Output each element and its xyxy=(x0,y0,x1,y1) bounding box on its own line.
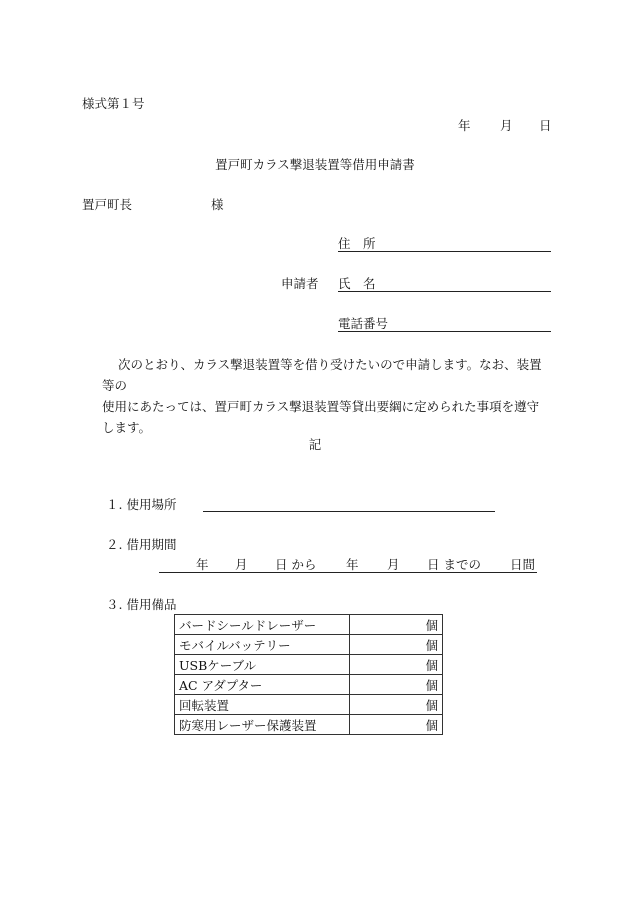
date-year-label: 年 xyxy=(458,118,471,133)
section-equipment-label: ３. 借用備品 xyxy=(106,597,177,612)
equipment-name: 防寒用レーザー保護装置 xyxy=(175,715,350,735)
equipment-quantity-cell[interactable]: 個 xyxy=(350,675,443,695)
equipment-quantity-cell[interactable]: 個 xyxy=(350,615,443,635)
period-from-month: 月 xyxy=(235,557,248,572)
body-line-3: します。 xyxy=(102,420,152,435)
equipment-name: USBケーブル xyxy=(175,655,350,675)
period-to-day: 日 までの xyxy=(427,557,481,572)
document-title: 置戸町カラス撃退装置等借用申請書 xyxy=(215,157,415,172)
equipment-name: 回転装置 xyxy=(175,695,350,715)
table-row xyxy=(175,675,443,695)
phone-underline xyxy=(338,331,551,332)
section-place-label: １. 使用場所 xyxy=(106,497,177,512)
place-underline xyxy=(203,511,495,512)
body-line-2: 使用にあたっては、置戸町カラス撃退装置等貸出要綱に定められた事項を遵守 xyxy=(102,399,540,414)
table-row xyxy=(175,655,443,675)
ki-heading: 記 xyxy=(308,437,322,452)
equipment-quantity-cell[interactable]: 個 xyxy=(350,635,443,655)
date-day-label: 日 xyxy=(539,118,552,133)
date-month-label: 月 xyxy=(500,118,513,133)
form-number: 様式第１号 xyxy=(82,96,145,111)
applicant-label: 申請者 xyxy=(281,276,319,291)
phone-label: 電話番号 xyxy=(338,316,389,331)
period-to-month: 月 xyxy=(387,557,400,572)
period-to-year: 年 xyxy=(346,557,359,572)
table-row xyxy=(175,715,443,735)
equipment-table xyxy=(174,614,443,735)
body-line-1: 次のとおり、カラス撃退装置等を借り受けたいので申請します。なお、装置等の xyxy=(102,357,542,393)
period-underline xyxy=(159,572,537,573)
equipment-name: AC アダプター xyxy=(175,675,350,695)
period-days: 日間 xyxy=(510,557,536,572)
address-label: 住 所 xyxy=(338,236,376,251)
addressee-name: 置戸町長 xyxy=(82,197,133,212)
equipment-name: バードシールドレーザー xyxy=(175,615,350,635)
addressee-honorific: 様 xyxy=(211,197,224,212)
table-row xyxy=(175,695,443,715)
period-from-day: 日 から xyxy=(275,557,317,572)
name-underline xyxy=(338,291,551,292)
table-row xyxy=(175,635,443,655)
equipment-name: モバイルバッテリー xyxy=(175,635,350,655)
table-row xyxy=(175,615,443,635)
section-period-label: ２. 借用期間 xyxy=(106,537,177,552)
equipment-quantity-cell[interactable]: 個 xyxy=(350,695,443,715)
equipment-quantity-cell[interactable]: 個 xyxy=(350,655,443,675)
name-label: 氏 名 xyxy=(338,276,376,291)
address-underline xyxy=(338,251,551,252)
body-paragraph xyxy=(102,354,554,438)
period-from-year: 年 xyxy=(196,557,209,572)
equipment-quantity-cell[interactable]: 個 xyxy=(350,715,443,735)
